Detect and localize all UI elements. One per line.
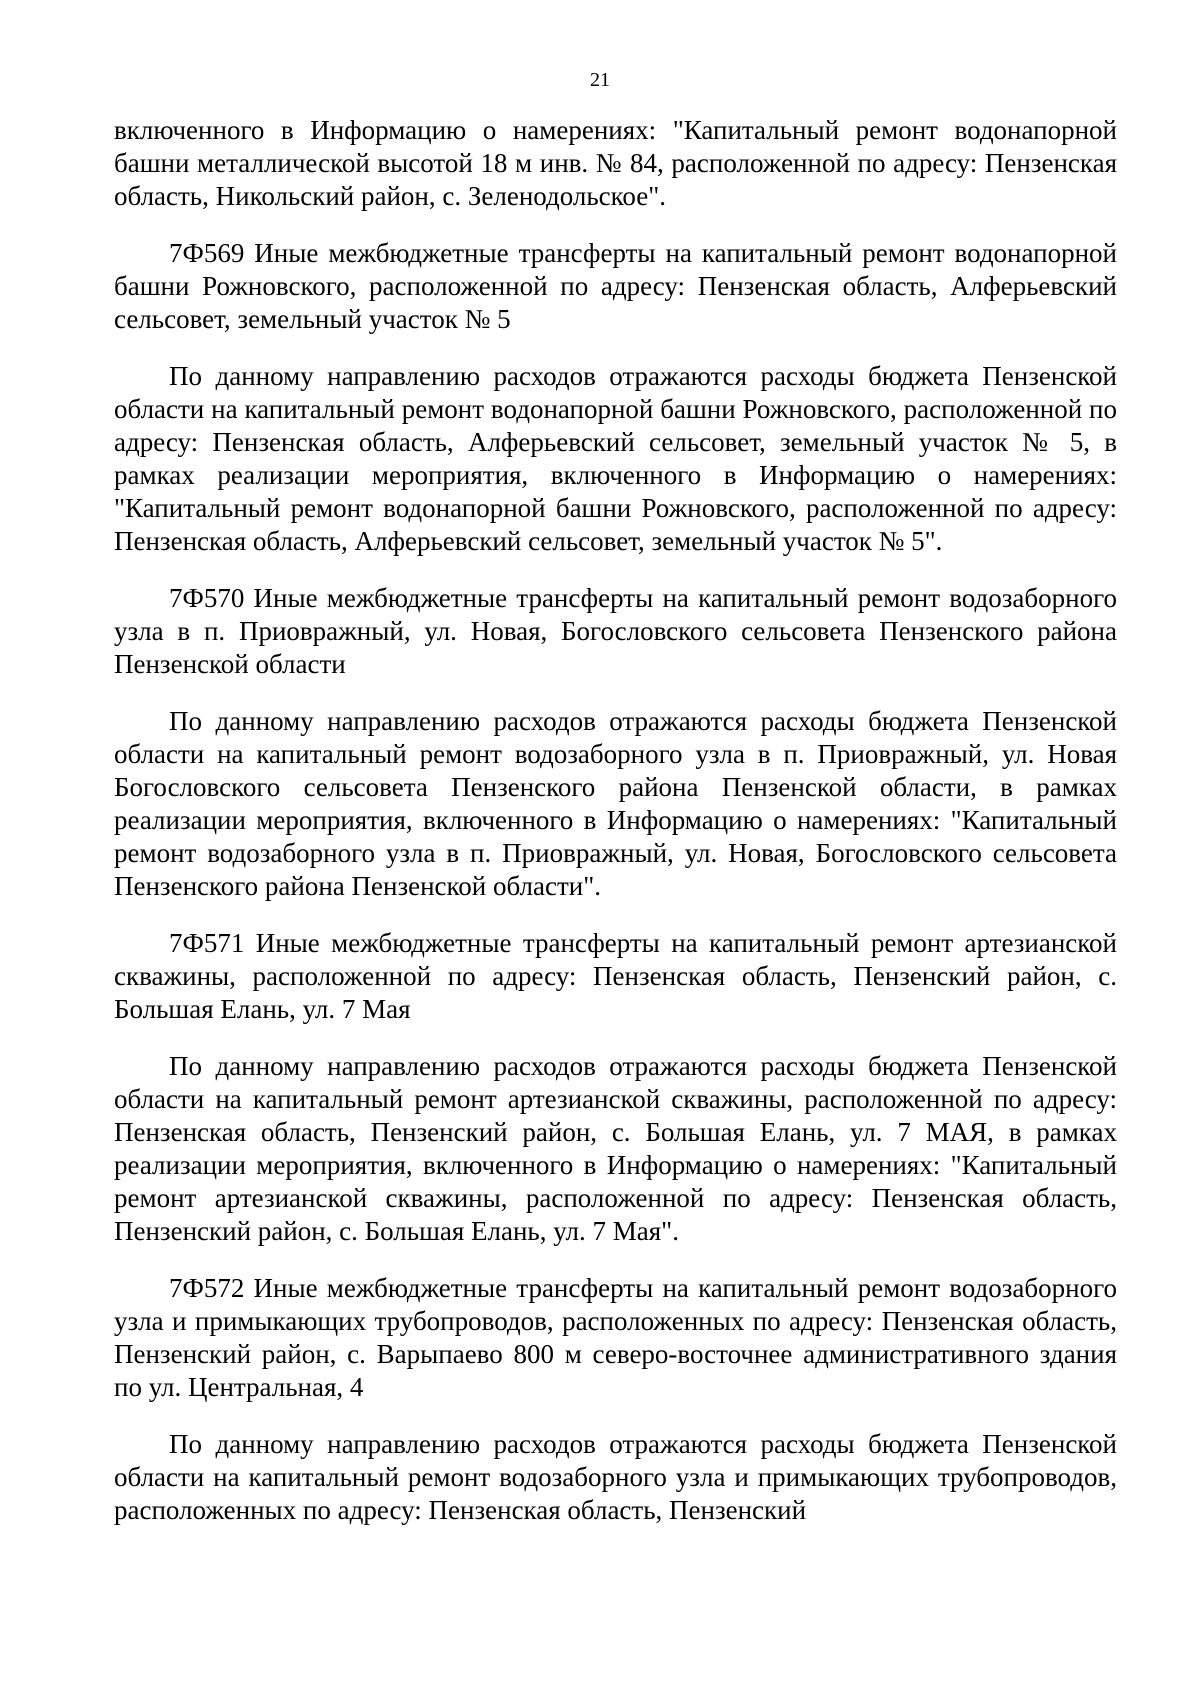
paragraph-heading-7f572: 7Ф572 Иные межбюджетные трансферты на капитальный ремонт водозаборного узла и примыкающих трубопроводов, расположенных по адресу: Пензенская область, Пензенский район, с. Варыпаево 800 м северо-восточнее административного здания по ул. Центральная, 4 [114, 1273, 1117, 1402]
paragraph-description-7f571: По данному направлению расходов отражаются расходы бюджета Пензенской области на капитальный ремонт артезианской скважины, расположенной по адресу: Пензенская область, Пензенский район, с. Большая Елань, ул. 7 МАЯ, в рамках реализации мероприятия, включенного в Информацию о намерениях: "Капитальный ремонт артезианской скважины, расположенной по адресу: Пензенская область, Пензенский район, с. Большая Елань, ул. 7 Мая". [114, 1051, 1117, 1246]
paragraph-description-7f569: По данному направлению расходов отражаются расходы бюджета Пензенской области на капитальный ремонт водонапорной башни Рожновского, расположенной по адресу: Пензенская область, Алферьевский сельсовет, земельный участок № 5, в рамках реализации мероприятия, включенного в Информацию о намерениях: "Капитальный ремонт водонапорной башни Рожновского, расположенной по адресу: Пензенская область, Алферьевский сельсовет, земельный участок № 5". [114, 361, 1117, 556]
paragraph-heading-7f571: 7Ф571 Иные межбюджетные трансферты на капитальный ремонт артезианской скважины, расположенной по адресу: Пензенская область, Пензенский район, с. Большая Елань, ул. 7 Мая [114, 928, 1117, 1024]
paragraph-description-7f572: По данному направлению расходов отражаются расходы бюджета Пензенской области на капитальный ремонт водозаборного узла и примыкающих трубопроводов, расположенных по адресу: Пензенская область, Пензенский [114, 1429, 1117, 1525]
paragraph-continuation: включенного в Информацию о намерениях: "Капитальный ремонт водонапорной башни металлической высотой 18 м инв. № 84, расположенной по адресу: Пензенская область, Никольский район, с. Зеленодольское". [114, 115, 1117, 211]
paragraph-heading-7f569: 7Ф569 Иные межбюджетные трансферты на капитальный ремонт водонапорной башни Рожновского, расположенной по адресу: Пензенская область, Алферьевский сельсовет, земельный участок № 5 [114, 238, 1117, 334]
page-number: 21 [590, 69, 610, 91]
paragraph-heading-7f570: 7Ф570 Иные межбюджетные трансферты на капитальный ремонт водозаборного узла в п. Приовражный, ул. Новая, Богословского сельсовета Пензенского района Пензенской области [114, 583, 1117, 679]
document-body [114, 114, 1117, 1551]
paragraph-description-7f570: По данному направлению расходов отражаются расходы бюджета Пензенской области на капитальный ремонт водозаборного узла в п. Приовражный, ул. Новая Богословского сельсовета Пензенского района Пензенской области, в рамках реализации мероприятия, включенного в Информацию о намерениях: "Капитальный ремонт водозаборного узла в п. Приовражный, ул. Новая, Богословского сельсовета Пензенского района Пензенской области". [114, 706, 1117, 901]
